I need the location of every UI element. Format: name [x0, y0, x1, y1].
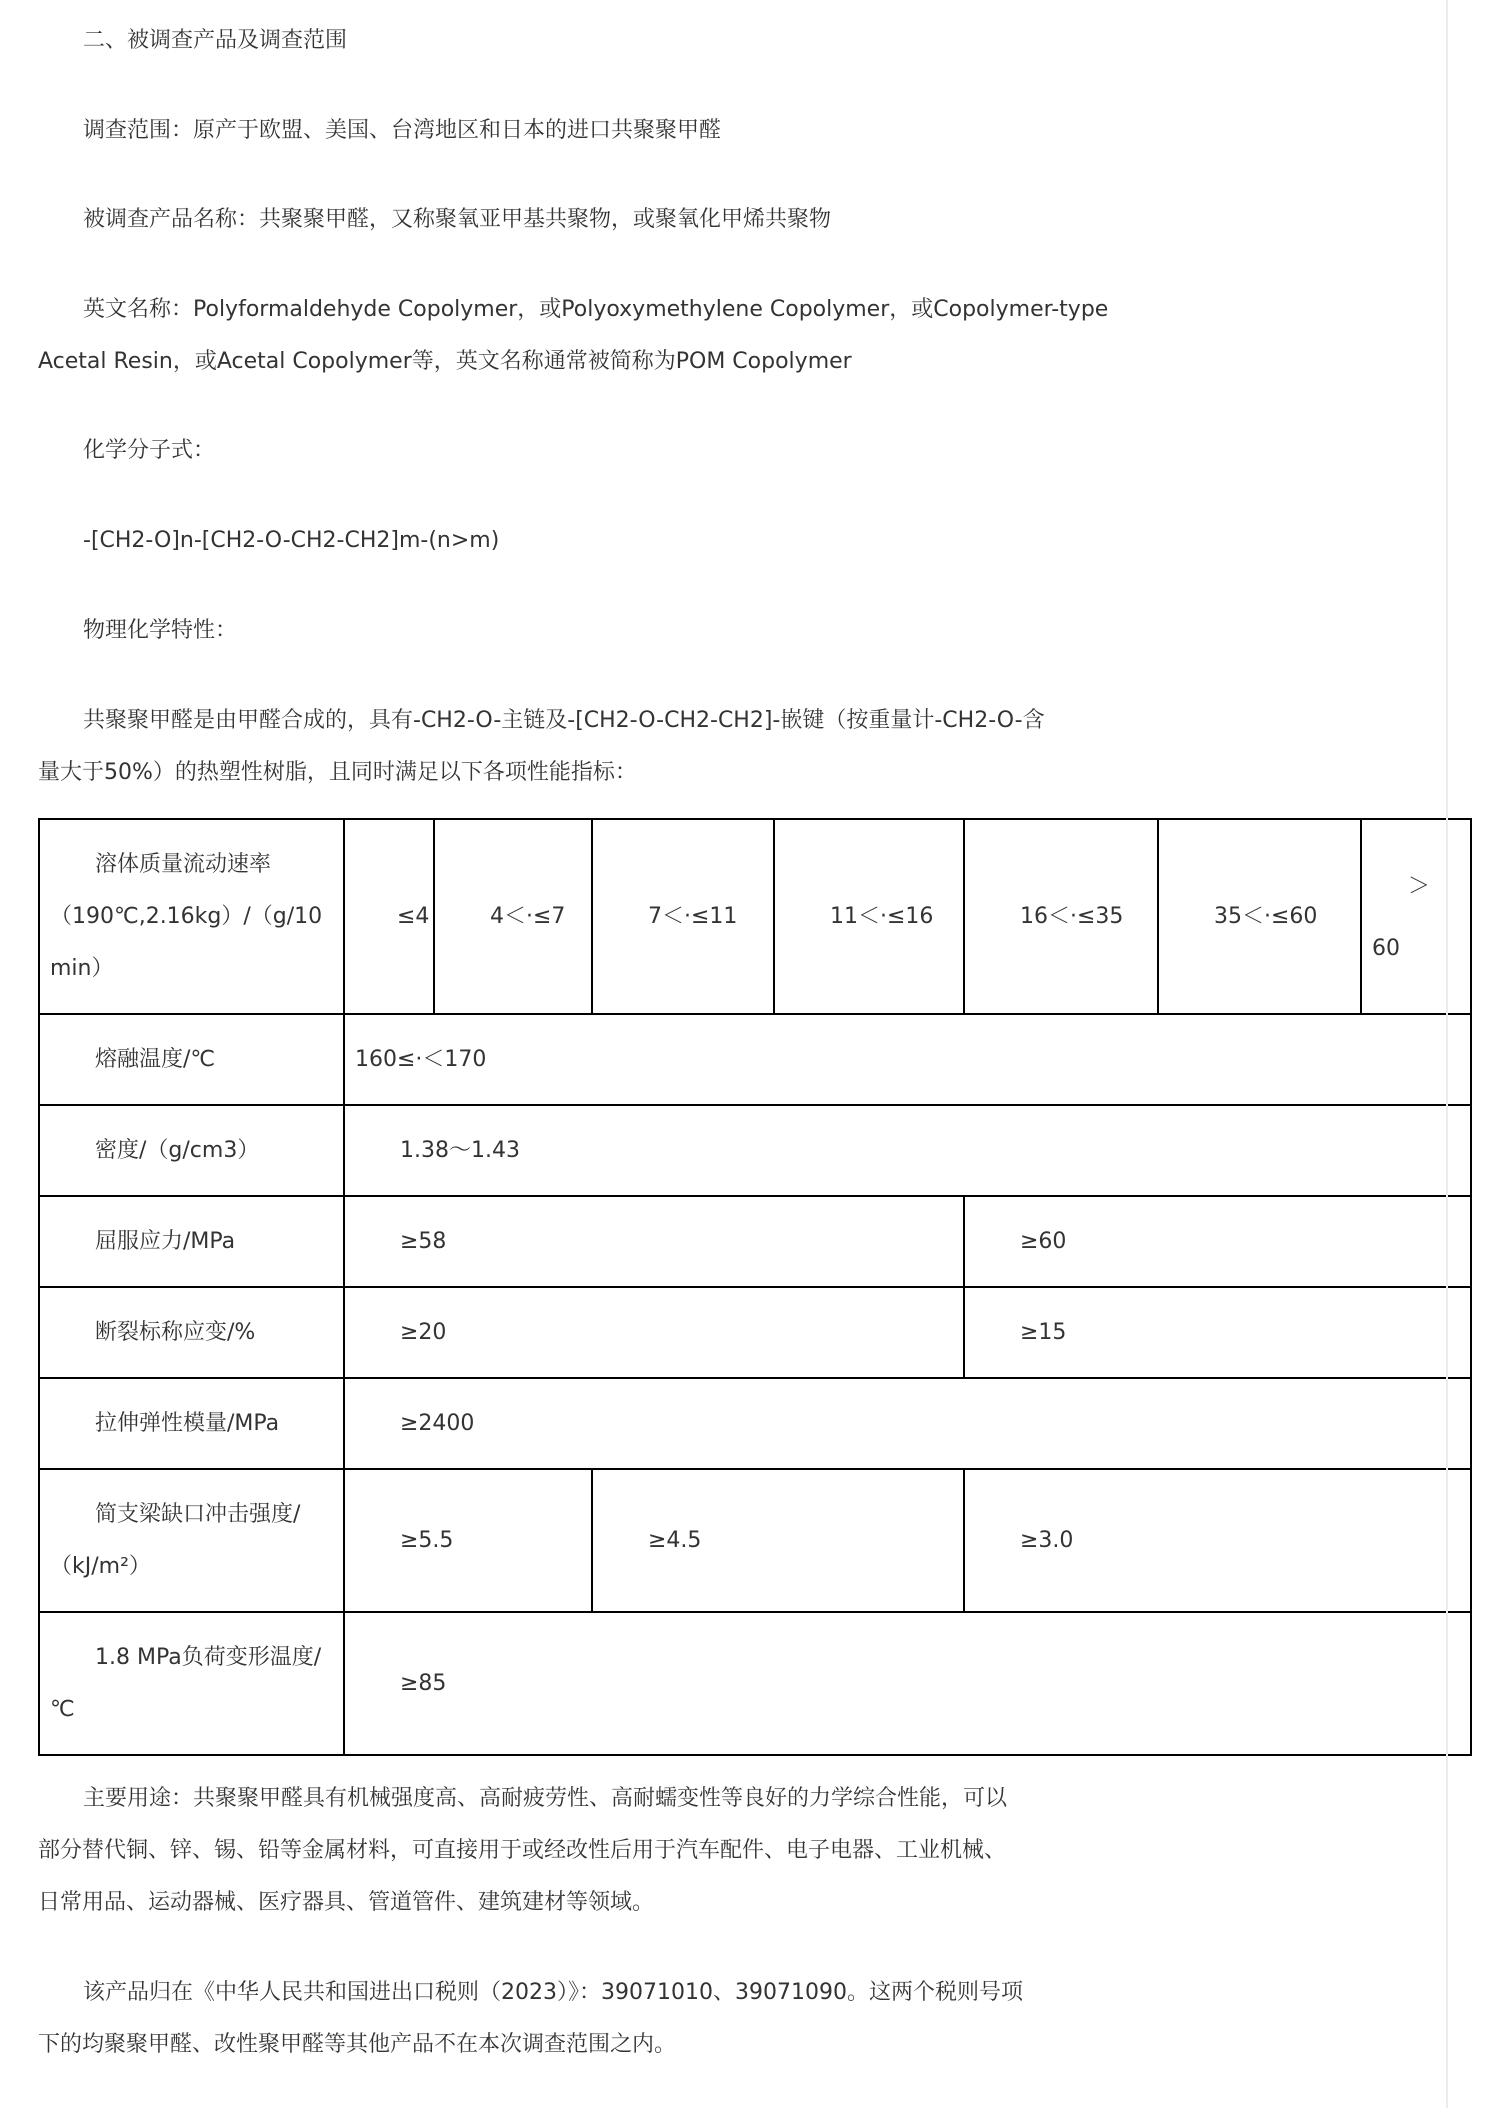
mfr-cell: 7＜·≤11: [592, 819, 774, 1014]
section-heading: 二、被调查产品及调查范围: [83, 28, 348, 53]
table-row-mfr: [39, 819, 1471, 1014]
table-row-density: [39, 1105, 1471, 1196]
impact-value: ≥4.5: [592, 1469, 964, 1612]
hdt-value: ≥85: [344, 1612, 1471, 1755]
mfr-cell: 16＜·≤35: [964, 819, 1158, 1014]
table-row-yield-stress: [39, 1196, 1471, 1287]
density-value: 1.38～1.43: [344, 1105, 1471, 1196]
formula: -[CH2-O]n-[CH2-O-CH2-CH2]m-(n>m): [83, 528, 500, 553]
table-row-impact: [39, 1469, 1471, 1612]
break-strain-label: 断裂标称应变/%: [39, 1287, 344, 1378]
break-strain-value: ≥15: [964, 1287, 1471, 1378]
table-row-break-strain: [39, 1287, 1471, 1378]
mfr-cell: 35＜·≤60: [1158, 819, 1361, 1014]
properties-description: 共聚聚甲醛是由甲醛合成的，具有-CH2-O-主链及-[CH2-O-CH2-CH2]-嵌键（按重量计-CH2-O-含 量大于50%）的热塑性树脂，且同时满足以下各项性能指标：: [38, 708, 1045, 785]
mfr-cell-last: ＞ 60: [1361, 819, 1471, 1014]
table-row-hdt: [39, 1612, 1471, 1755]
mfr-cell: ≤4: [344, 819, 434, 1014]
tensile-modulus-label: 拉伸弹性模量/MPa: [39, 1378, 344, 1469]
mfr-cell: 4＜·≤7: [434, 819, 592, 1014]
impact-value: ≥5.5: [344, 1469, 592, 1612]
tensile-modulus-value: ≥2400: [344, 1378, 1471, 1469]
properties-label: 物理化学特性：: [83, 618, 238, 643]
english-name-paragraph: 英文名称：Polyformaldehyde Copolymer，或Polyoxymethylene Copolymer，或Copolymer-type Acetal Resin，或Acetal Copolymer等，英文名称通常被简称为POM Copolymer: [38, 297, 1109, 374]
usage-paragraph: 主要用途：共聚聚甲醛具有机械强度高、高耐疲劳性、高耐蠕变性等良好的力学综合性能，可以 部分替代铜、锌、锡、铅等金属材料，可直接用于或经改性后用于汽车配件、电子电器、工业机械、 日常用品、运动器械、医疗器具、管道管件、建筑建材等领域。: [38, 1786, 1008, 1915]
impact-value: ≥3.0: [964, 1469, 1471, 1612]
melt-temp-label: 熔融温度/℃: [39, 1014, 344, 1105]
impact-label: 简支梁缺口冲击强度/ （kJ/m²）: [39, 1469, 344, 1612]
product-name-paragraph: 被调查产品名称：共聚聚甲醛，又称聚氧亚甲基共聚物，或聚氧化甲烯共聚物: [83, 207, 832, 232]
yield-stress-label: 屈服应力/MPa: [39, 1196, 344, 1287]
table-row-tensile-modulus: [39, 1378, 1471, 1469]
yield-stress-value: ≥58: [344, 1196, 964, 1287]
table-row-melt-temp: [39, 1014, 1471, 1105]
density-label: 密度/（g/cm3）: [39, 1105, 344, 1196]
hdt-label: 1.8 MPa负荷变形温度/ ℃: [39, 1612, 344, 1755]
tariff-paragraph: 该产品归在《中华人民共和国进出口税则（2023）》：39071010、39071090。这两个税则号项 下的均聚聚甲醛、改性聚甲醛等其他产品不在本次调查范围之内。: [38, 1980, 1023, 2057]
mfr-label: 溶体质量流动速率 （190℃,2.16kg）/（g/10 min）: [39, 819, 344, 1014]
mfr-cell: 11＜·≤16: [774, 819, 964, 1014]
specification-table: [38, 818, 1472, 1756]
yield-stress-value: ≥60: [964, 1196, 1471, 1287]
formula-label: 化学分子式：: [83, 438, 216, 463]
break-strain-value: ≥20: [344, 1287, 964, 1378]
scope-paragraph: 调查范围：原产于欧盟、美国、台湾地区和日本的进口共聚聚甲醛: [83, 118, 722, 143]
page-right-edge: [1446, 0, 1448, 2108]
melt-temp-value: 160≤·＜170: [344, 1014, 1471, 1105]
